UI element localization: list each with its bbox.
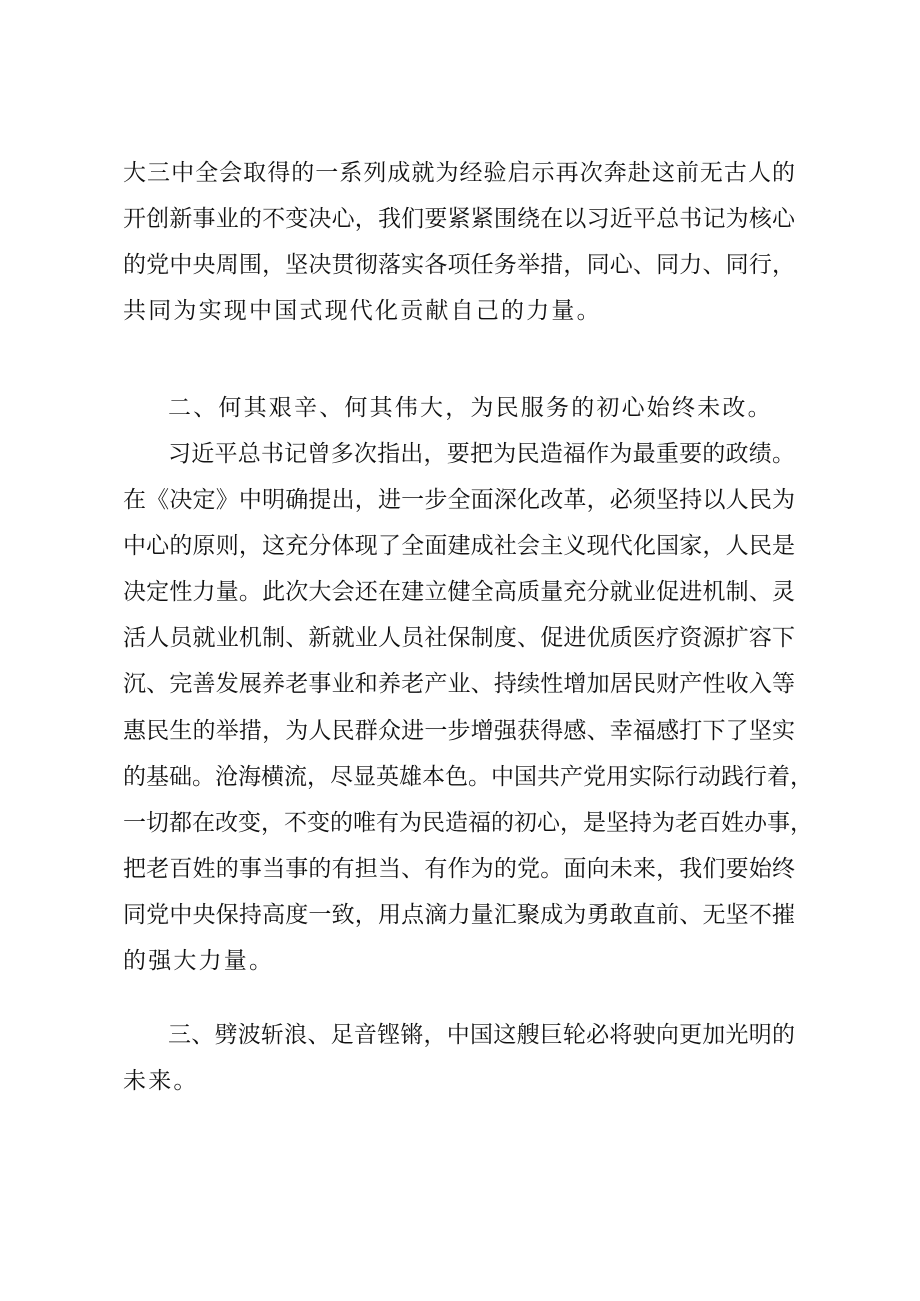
text-line: 习近平总书记曾多次指出，要把为民造福作为最重要的政绩。 [168, 441, 795, 467]
text-line: 未来。 [123, 1068, 199, 1094]
text-line: 的党中央周围，坚决贯彻落实各项任务举措，同心、同力、同行， [123, 252, 795, 278]
text-line: 同党中央保持高度一致，用点滴力量汇聚成为勇敢直前、无坚不摧 [123, 902, 795, 928]
section-heading-2: 二、何其艰辛、何其伟大，为民服务的初心始终未改。 [168, 395, 773, 421]
text-line: 惠民生的举措，为人民群众进一步增强获得感、幸福感打下了坚实 [123, 718, 795, 744]
text-line: 活人员就业机制、新就业人员社保制度、促进优质医疗资源扩容下 [123, 625, 795, 651]
text-line: 在《决定》中明确提出，进一步全面深化改革，必须坚持以人民为 [123, 487, 795, 513]
text-line: 共同为实现中国式现代化贡献自己的力量。 [123, 298, 602, 324]
text-line: 开创新事业的不变决心，我们要紧紧围绕在以习近平总书记为核心 [123, 206, 795, 232]
text-line: 三、劈波斩浪、足音铿锵，中国这艘巨轮必将驶向更加光明的 [168, 1022, 795, 1048]
text-line: 的强大力量。 [123, 948, 275, 974]
text-line: 一切都在改变，不变的唯有为民造福的初心，是坚持为老百姓办事， [123, 810, 813, 836]
text-line: 的基础。沧海横流，尽显英雄本色。中国共产党用实际行动践行着， [123, 764, 813, 790]
text-line: 中心的原则，这充分体现了全面建成社会主义现代化国家，人民是 [123, 533, 795, 559]
text-line: 大三中全会取得的一系列成就为经验启示再次奔赴这前无古人的 [123, 160, 795, 186]
text-line: 沉、完善发展养老事业和养老产业、持续性增加居民财产性收入等 [123, 671, 795, 697]
text-line: 决定性力量。此次大会还在建立健全高质量充分就业促进机制、灵 [123, 579, 795, 605]
text-line: 把老百姓的事当事的有担当、有作为的党。面向未来，我们要始终 [123, 856, 795, 882]
